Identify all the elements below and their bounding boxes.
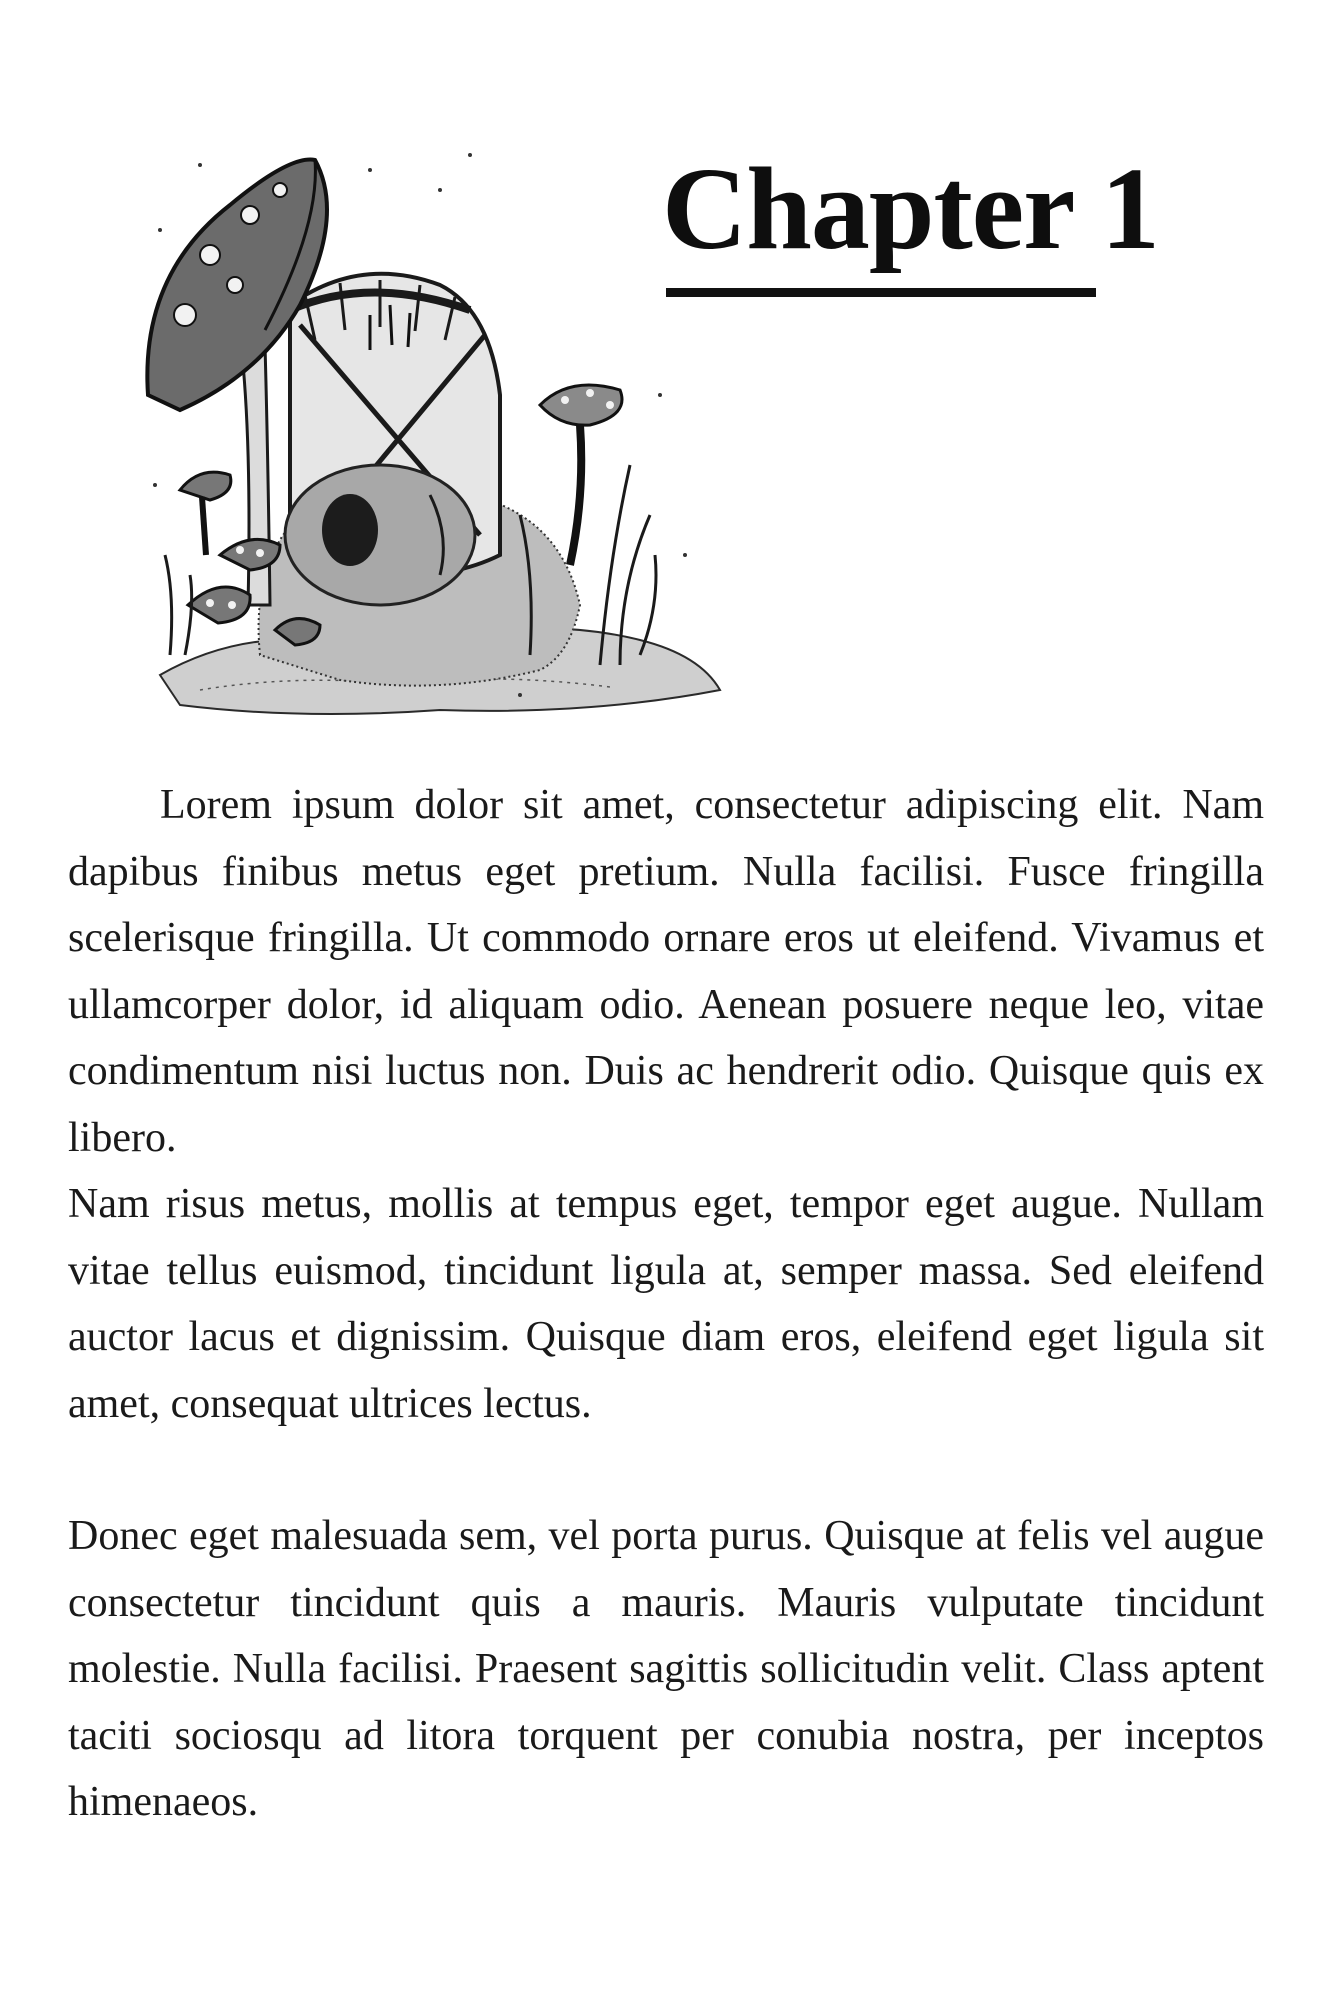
paragraph-2: Nam risus metus, mollis at tempus eget, tempor eget augue. Nullam vitae tellus euismod, tincidunt ligula at, semper massa. Sed eleifend auctor lacus et dignissim. Quisque diam eros, eleifend eget ligula sit amet, consequat ultrices lectus. — [68, 1181, 1264, 1427]
title-underline — [666, 288, 1096, 297]
chapter-title: Chapter 1 — [662, 143, 1159, 274]
chapter-body — [68, 772, 1264, 1836]
paragraph-1: Lorem ipsum dolor sit amet, consectetur adipiscing elit. Nam dapibus finibus metus eget pretium. Nulla facilisi. Fusce fringilla scelerisque fringilla. Ut commodo ornare eros ut eleifend. Vivamus et ullamcorper dolor, id aliquam odio. Aenean posuere neque leo, vitae condimentum nisi luctus non. Duis ac hendrerit odio. Quisque quis ex libero. — [68, 782, 1264, 1161]
paragraph-3: Donec eget malesuada sem, vel porta purus. Quisque at felis vel augue consectetur tincidunt quis a mauris. Mauris vulputate tincidunt molestie. Nulla facilisi. Praesent sagittis sollicitudin velit. Class aptent taciti sociosqu ad litora torquent per conubia nostra, per inceptos himenaeos. — [68, 1513, 1264, 1825]
mushroom-lantern-illustration — [140, 135, 740, 725]
